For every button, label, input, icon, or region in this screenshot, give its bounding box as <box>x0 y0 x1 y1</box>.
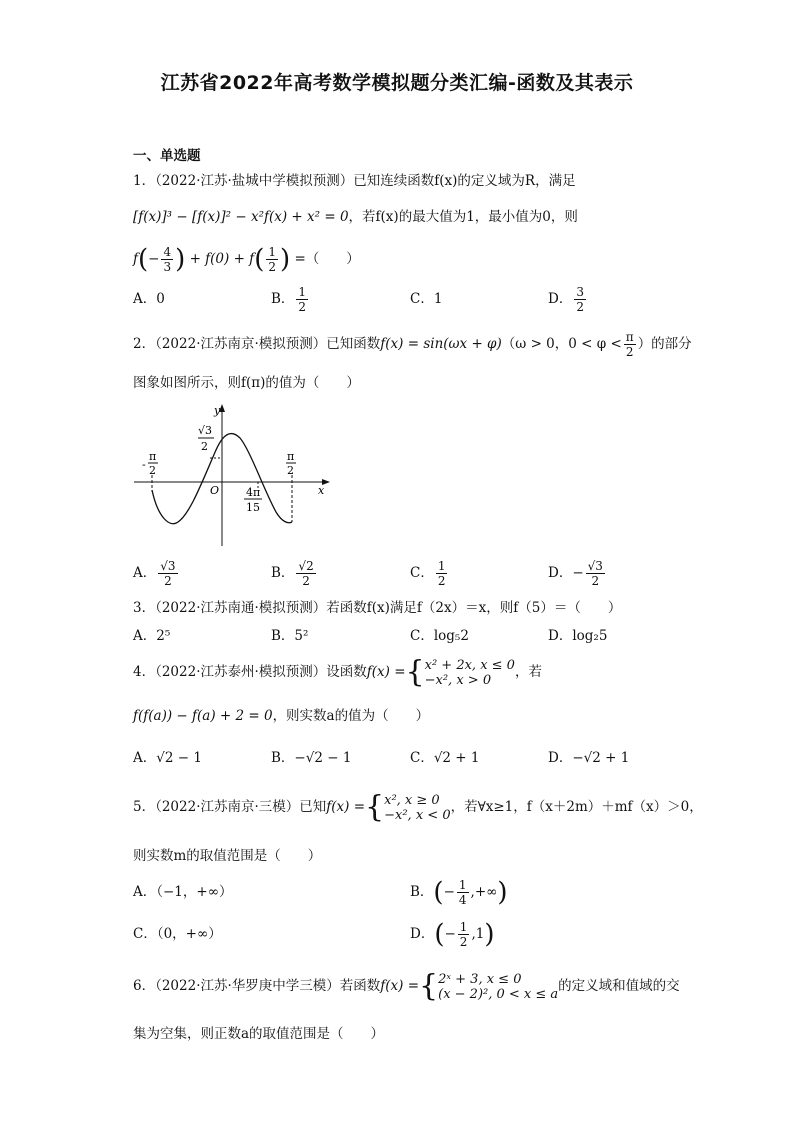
sqrt3-num: √3 <box>198 424 213 437</box>
q1-frac-4-3: $\frac{4}{3}$ <box>163 245 172 274</box>
q3-option-d: D．log₂5 <box>548 628 608 644</box>
pi2-den: 2 <box>287 464 294 477</box>
pi2-num: π <box>287 450 295 463</box>
q6-stem-line1: 6．（2022·江苏·华罗庚中学三模）若函数f(x) ={ 2ˣ + 3, x ≤ 0 (x − 2)², 0 < x ≤ a 的定义域和值域的交 <box>133 968 680 1004</box>
q4-option-d: D．−√2 + 1 <box>548 750 630 766</box>
q1-stem-line3: f(− $\frac{4}{3}$ ) + f(0) + f( $\frac{1}{2}$ ) =（ ） <box>133 244 360 275</box>
q1-option-b: B． $\frac{1}{2}$ <box>271 285 307 314</box>
q2-option-d: D．− $\frac{√3}{2}$ <box>548 559 603 588</box>
q3-stem: 3．（2022·江苏南通·模拟预测）若函数f(x)满足f（2x）＝x，则f（5）＝（ ） <box>133 600 622 616</box>
section-heading: 一、单选题 <box>133 148 201 164</box>
q2-stem-line2: 图象如图所示，则f(π)的值为（ ） <box>133 375 360 391</box>
q6-stem-line2: 集为空集，则正数a的取值范围是（ ） <box>133 1026 385 1042</box>
neg-pi-num: π <box>149 450 157 463</box>
q1-equation: [f(x)]³ − [f(x)]² − x²f(x) + x² = 0 <box>133 209 349 225</box>
q5-option-b: B．(− $\frac{1}{4}$ ,+∞) <box>410 877 508 908</box>
q2-option-a: A． $\frac{√3}{2}$ <box>133 559 176 588</box>
q2-option-b: B． $\frac{√2}{2}$ <box>271 559 314 588</box>
4pi15-num: 4π <box>246 486 261 499</box>
q1-stem-line1: 1．（2022·江苏·盐城中学模拟预测）已知连续函数f(x)的定义域为R，满足 <box>133 173 576 189</box>
q5-stem-line1: 5．（2022·江苏南京·三模）已知f(x) ={ x², x ≥ 0 −x², x < 0 ，若∀x≥1，f（x＋2m）＋mf（x）＞0， <box>133 789 703 825</box>
q3-option-a: A．2⁵ <box>133 628 171 644</box>
q1-frac-1-2: $\frac{1}{2}$ <box>268 245 276 274</box>
page-title: 江苏省2022年高考数学模拟题分类汇编-函数及其表示 <box>160 72 634 94</box>
q2-stem-line1: 2．（2022·江苏南京·模拟预测）已知函数f(x) = sin(ωx + φ)（ω > 0，0 < φ < $\frac{\pi}{2}$ ）的部分 <box>133 330 692 359</box>
neg-pi-den: 2 <box>149 464 156 477</box>
4pi15-den: 15 <box>246 501 260 514</box>
q5-option-d: D．(− $\frac{1}{2}$ ,1) <box>410 919 495 950</box>
q1-condition: ，若f(x)的最大值为1，最小值为0，则 <box>348 209 578 225</box>
q1-option-c: C．1 <box>410 291 443 307</box>
q5-option-a: A．（−1，+∞） <box>133 884 233 900</box>
q4-stem-line1: 4．（2022·江苏泰州·模拟预测）设函数f(x) ={ x² + 2x, x ≤ 0 −x², x > 0 ，若 <box>133 654 542 690</box>
q4-stem-line2: f(f(a)) − f(a) + 2 = 0，则实数a的值为（ ） <box>133 708 430 724</box>
q1-stem-line2 <box>133 207 578 227</box>
x-axis-label: x <box>318 484 325 497</box>
q4-option-c: C．√2 + 1 <box>410 750 480 766</box>
q5-stem-line2: 则实数m的取值范围是（ ） <box>133 848 322 864</box>
q4-option-a: A．√2 − 1 <box>133 750 202 766</box>
y-axis-label: y <box>214 404 221 417</box>
q2-option-c: C． $\frac{1}{2}$ <box>410 559 446 588</box>
q5-option-c: C．（0，+∞） <box>133 926 222 942</box>
sqrt3-den: 2 <box>201 440 208 453</box>
q3-option-b: B．5² <box>271 628 309 644</box>
neg-pi-sign: - <box>142 458 146 471</box>
q3-option-c: C．log₅2 <box>410 628 469 644</box>
q4-option-b: B．−√2 − 1 <box>271 750 352 766</box>
q2-sine-graph <box>130 400 340 550</box>
q1-option-a: A．0 <box>133 291 165 307</box>
q1-option-d: D． $\frac{3}{2}$ <box>548 285 584 314</box>
origin-label: O <box>210 484 220 497</box>
